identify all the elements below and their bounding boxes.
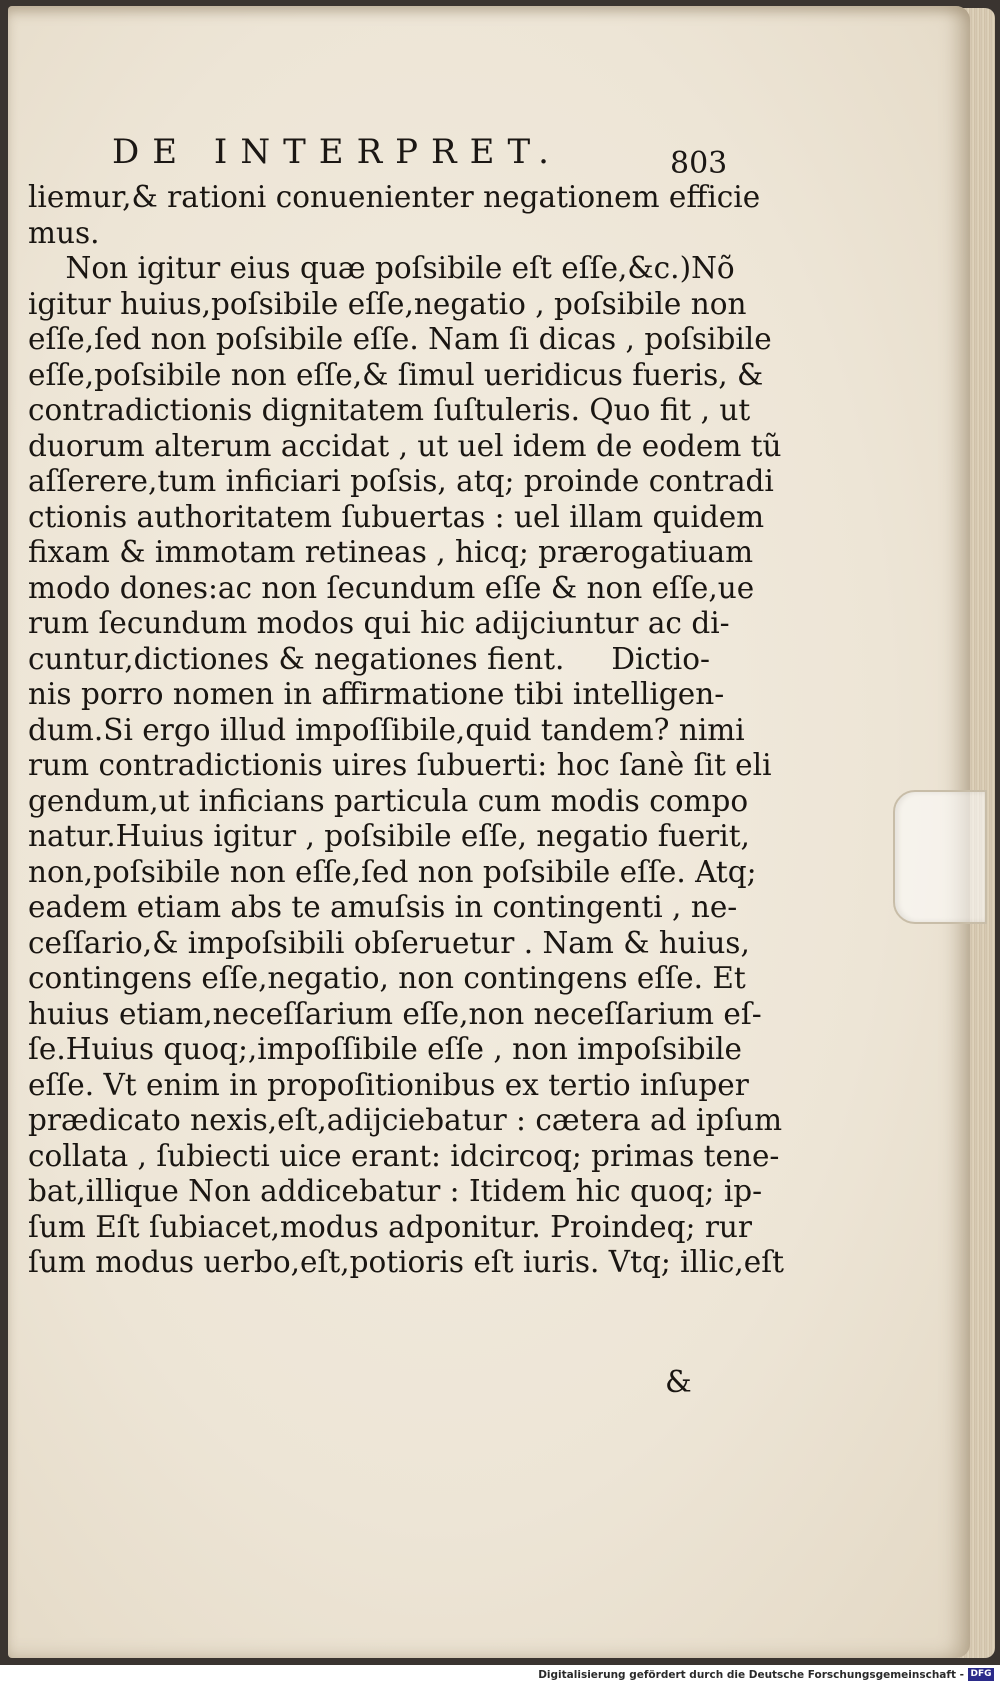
text-line: prædicato nexis,eſt,adijciebatur : cætera ad ipſum xyxy=(28,1103,783,1137)
text-line: non,poſsibile non eſſe,ſed non poſsibile eſſe. Atq; xyxy=(28,854,757,889)
text-line: collata , ſubiecti uice erant: idcircoq; primas tene- xyxy=(28,1138,780,1173)
book-clasp xyxy=(893,790,987,924)
text-line: eſſe,poſsibile non eſſe,& ſimul ueridicus fueris, & xyxy=(28,357,764,392)
text-line: fixam & immotam retineas , hicq; prærogatiuam xyxy=(28,535,754,569)
text-line: igitur huius,poſsibile eſſe,negatio , poſsibile non xyxy=(28,286,747,321)
text-line: nis porro nomen in affirmatione tibi intelligen- xyxy=(28,677,725,711)
text-line: ſum Eſt ſubiacet,modus adponitur. Proindeq; rur xyxy=(28,1209,753,1244)
running-head: DE INTERPRET. xyxy=(112,132,562,172)
body-text xyxy=(28,180,785,1281)
text-line: contradictionis dignitatem ſuſtuleris. Quo fit , ut xyxy=(28,393,751,427)
text-line: ſe.Huius quoq;,impoſſibile eſſe , non impoſsibile xyxy=(28,1032,742,1066)
text-line: ctionis authoritatem ſubuertas : uel illam quidem xyxy=(28,499,765,534)
text-line: cuntur,dictiones & negationes fient. Dictio- xyxy=(28,641,710,676)
text-line: ceſſario,& impoſsibili obſeruetur . Nam & huius, xyxy=(28,925,750,960)
text-line: aſſerere,tum inficiari poſsis, atq; proinde contradi xyxy=(28,464,774,498)
text-line: ſum modus uerbo,eſt,potioris eſt iuris. Vtq; illic,eſt xyxy=(28,1245,785,1279)
footer-credit: Digitalisierung gefördert durch die Deutsche Forschungsgemeinschaft - xyxy=(538,1669,964,1681)
text-line: natur.Huius igitur , poſsibile eſſe, negatio fuerit, xyxy=(28,819,750,853)
text-line: rum ſecundum modos qui hic adijciuntur ac di- xyxy=(28,606,730,640)
text-line: rum contradictionis uires ſubuerti: hoc ſanè ſit eli xyxy=(28,748,772,782)
text-line: liemur,& rationi conuenienter negationem efficie xyxy=(28,180,761,214)
text-line: modo dones:ac non ſecundum eſſe & non eſſe,ue xyxy=(28,570,755,605)
text-line: Non igitur eius quæ poſsibile eſt eſſe,&c.)Nõ xyxy=(28,251,735,285)
text-line: gendum,ut inficians particula cum modis compo xyxy=(28,783,749,818)
text-line: huius etiam,neceſſarium eſſe,non neceſſarium eſ- xyxy=(28,996,762,1031)
text-line: mus. xyxy=(28,215,100,250)
catchword: & xyxy=(665,1365,692,1400)
text-line: eſſe. Vt enim in propoſitionibus ex tertio inſuper xyxy=(28,1067,749,1102)
dfg-logo: DFG xyxy=(968,1668,994,1681)
text-line: eſſe,ſed non poſsibile eſſe. Nam ſi dicas , poſsibile xyxy=(28,322,772,356)
text-line: bat,illique Non addicebatur : Itidem hic quoq; ip- xyxy=(28,1174,763,1208)
text-line: duorum alterum accidat , ut uel idem de eodem tũ xyxy=(28,428,782,463)
text-line: contingens eſſe,negatio, non contingens eſſe. Et xyxy=(28,961,746,995)
text-line: eadem etiam abs te amuſsis in contingenti , ne- xyxy=(28,890,738,924)
page-number: 803 xyxy=(670,146,728,181)
text-line: dum.Si ergo illud impoſſibile,quid tandem? nimi xyxy=(28,712,745,747)
